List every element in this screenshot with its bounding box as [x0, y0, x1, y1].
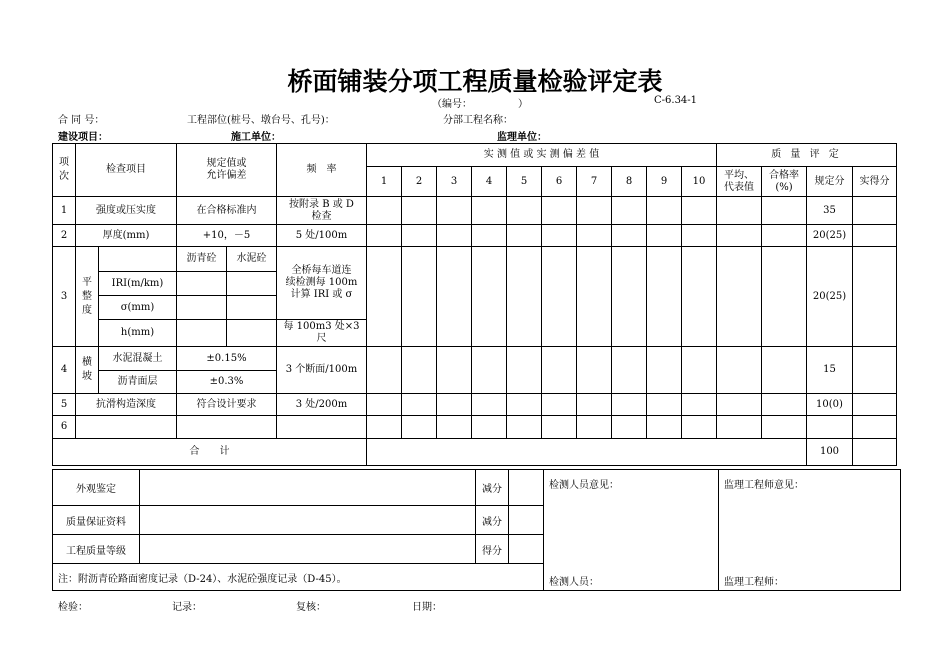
check-item: 抗滑构造深度 [76, 394, 177, 416]
score: 10(0) [807, 394, 853, 416]
col-score: 规定分 [807, 167, 853, 197]
appearance-deduct-label: 减分 [476, 470, 509, 506]
quality-docs-deduct-value[interactable] [509, 506, 544, 535]
col-10: 10 [682, 167, 717, 197]
sub-item: IRI(m/km) [99, 272, 177, 296]
frequency: 按附录 B 或 D 检查 [277, 197, 367, 225]
appearance-label: 外观鉴定 [53, 470, 140, 506]
col-spec: 规定值或 允许偏差 [177, 144, 277, 197]
appearance-value[interactable] [140, 470, 476, 506]
frequency: 全桥每车道连 续检测每 100m 计算 IRI 或 σ [277, 247, 367, 320]
footer-record: 记录： [172, 602, 202, 613]
score-label: 得分 [476, 535, 509, 564]
col-5: 5 [507, 167, 542, 197]
col-3: 3 [437, 167, 472, 197]
col-average: 平均、 代表值 [717, 167, 762, 197]
assessment-table [52, 469, 901, 591]
spec-value: 符合设计要求 [177, 394, 277, 416]
form-title: 桥面铺装分项工程质量检验评定表 [287, 67, 663, 96]
col-measured-values: 实 测 值 或 实 测 偏 差 值 [367, 144, 717, 167]
col-check-item: 检查项目 [76, 144, 177, 197]
col-pass-rate: 合格率 (%) [762, 167, 807, 197]
table-row [53, 394, 897, 416]
engineer-opinion-label: 监理工程师意见： [724, 480, 804, 491]
row-no: 1 [53, 197, 76, 225]
sub-item: 水泥混凝土 [99, 347, 177, 371]
quality-grade-value[interactable] [140, 535, 476, 564]
inspector-opinion-label: 检测人员意见： [549, 480, 619, 491]
footer-check: 检验： [58, 602, 88, 613]
col-frequency: 频 率 [277, 144, 367, 197]
project-label: 建设项目： [58, 132, 108, 143]
frequency: 3 处/200m [277, 394, 367, 416]
score: 20(25) [807, 225, 853, 247]
supervisor-label: 监理单位： [497, 132, 547, 143]
quality-docs-deduct-label: 减分 [476, 506, 509, 535]
table-row [53, 416, 897, 439]
contractor-label: 施工单位： [231, 132, 281, 143]
table-row [53, 197, 897, 225]
score-value[interactable] [509, 535, 544, 564]
total-label: 合 计 [53, 439, 367, 466]
frequency: 每 100m3 处×3 尺 [277, 320, 367, 347]
frequency: 5 处/100m [277, 225, 367, 247]
spec-value: ±0.3% [177, 371, 277, 394]
work-location-label: 工程部位(桩号、墩台号、孔号)： [187, 115, 335, 126]
col-7: 7 [577, 167, 612, 197]
flatness-group: 平整度 [76, 247, 99, 347]
cross-slope-group: 横坡 [76, 347, 99, 394]
check-item: 厚度(mm) [76, 225, 177, 247]
row-no: 5 [53, 394, 76, 416]
check-item: 强度或压实度 [76, 197, 177, 225]
spec-value: ±0.15% [177, 347, 277, 371]
col-1: 1 [367, 167, 402, 197]
sub-item: 沥青面层 [99, 371, 177, 394]
sub-item: h(mm) [99, 320, 177, 347]
row-no: 6 [53, 416, 76, 439]
form-code: C-6.34-1 [654, 95, 698, 106]
col-9: 9 [647, 167, 682, 197]
spec-value: +10，－5 [177, 225, 277, 247]
footer-review: 复核： [296, 602, 326, 613]
serial-label: （编号： [432, 99, 472, 110]
sub-item: σ(mm) [99, 296, 177, 320]
inspector-opinion-cell [544, 470, 719, 591]
engineer-label: 监理工程师： [724, 577, 784, 588]
score: 35 [807, 197, 853, 225]
note: 注：附沥青砼路面密度记录（D-24）、水泥砼强度记录（D-45）。 [53, 564, 544, 591]
cement-header: 水泥砼 [227, 247, 277, 272]
total-score: 100 [807, 439, 853, 466]
subproject-label: 分部工程名称： [443, 115, 513, 126]
table-row [53, 347, 897, 371]
table-row [53, 225, 897, 247]
frequency: 3 个断面/100m [277, 347, 367, 394]
inspector-label: 检测人员： [549, 577, 599, 588]
quality-docs-value[interactable] [140, 506, 476, 535]
table-row [53, 247, 897, 272]
engineer-opinion-cell [719, 470, 901, 591]
col-8: 8 [612, 167, 647, 197]
col-2: 2 [402, 167, 437, 197]
score: 20(25) [807, 247, 853, 347]
asphalt-header: 沥青砼 [177, 247, 227, 272]
col-4: 4 [472, 167, 507, 197]
col-actual-score: 实得分 [853, 167, 897, 197]
score: 15 [807, 347, 853, 394]
serial-close: ） [518, 99, 528, 110]
footer-date: 日期： [412, 602, 442, 613]
contract-no-label: 合 同 号： [58, 115, 105, 126]
total-row [53, 439, 897, 466]
quality-docs-label: 质量保证资料 [53, 506, 140, 535]
inspection-table [52, 143, 897, 466]
row-no: 4 [53, 347, 76, 394]
spec-value: 在合格标准内 [177, 197, 277, 225]
col-quality-assessment: 质 量 评 定 [717, 144, 897, 167]
appearance-deduct-value[interactable] [509, 470, 544, 506]
col-6: 6 [542, 167, 577, 197]
quality-grade-label: 工程质量等级 [53, 535, 140, 564]
row-no: 2 [53, 225, 76, 247]
col-item-no: 项次 [53, 144, 76, 197]
row-no: 3 [53, 247, 76, 347]
